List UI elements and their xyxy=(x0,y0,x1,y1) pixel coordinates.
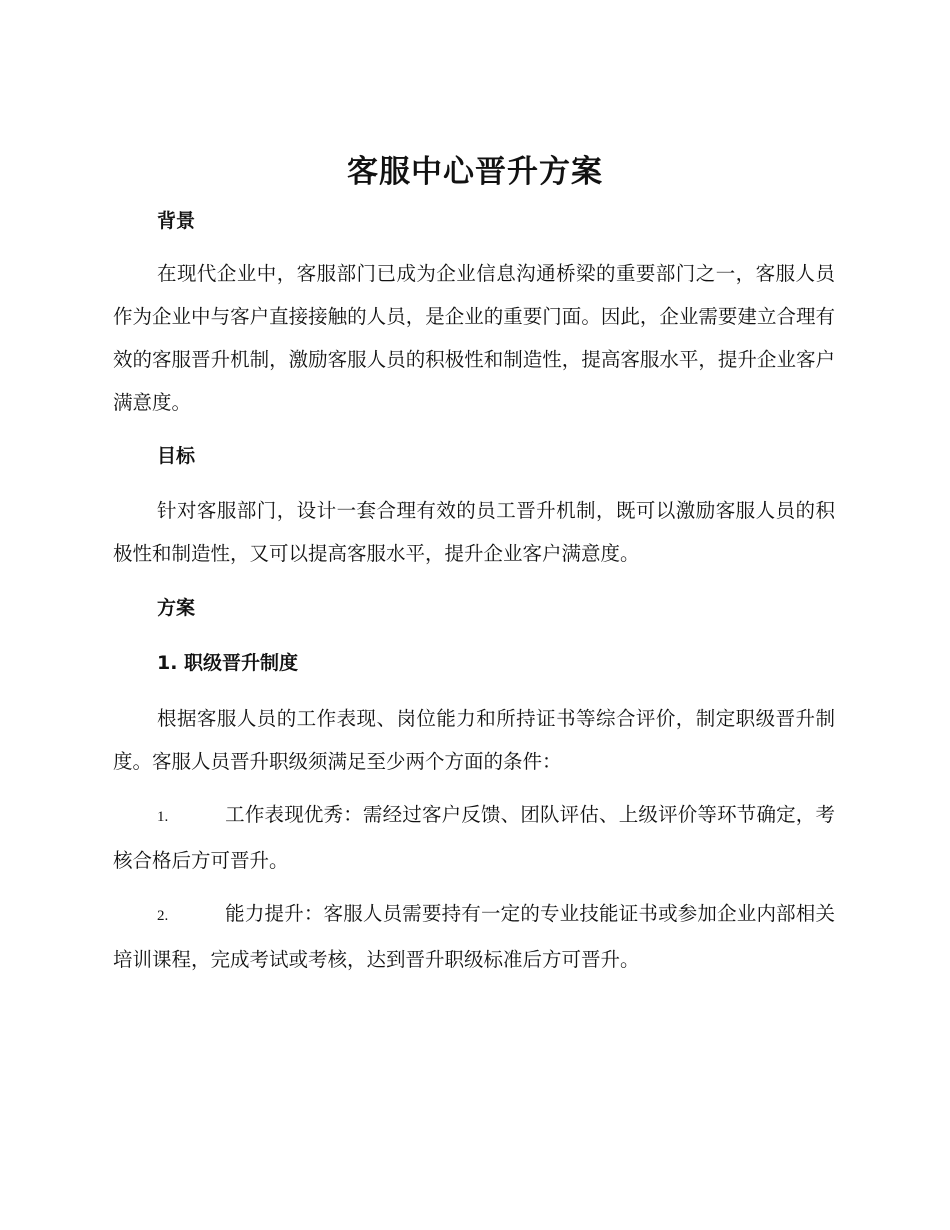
section-heading-background: 背景 xyxy=(157,210,196,232)
section-heading-goal: 目标 xyxy=(157,445,196,467)
paragraph-goal: 针对客服部门，设计一套合理有效的员工晋升机制，既可以激励客服人员的积极性和制造性，又可以提高客服水平，提升企业客户满意度。 xyxy=(113,499,835,565)
section-heading-plan: 方案 xyxy=(157,597,196,619)
list-item-number: 2. xyxy=(157,908,169,924)
paragraph-promotion-system: 根据客服人员的工作表现、岗位能力和所持证书等综合评价，制定职级晋升制度。客服人员晋升职级须满足至少两个方面的条件： xyxy=(113,707,835,773)
list-item xyxy=(113,892,835,981)
list-item xyxy=(113,793,835,882)
list-item-text: 能力提升：客服人员需要持有一定的专业技能证书或参加企业内部相关培训课程，完成考试或考核，达到晋升职级标准后方可晋升。 xyxy=(113,902,835,971)
subsection-heading-promotion-system: 1. 职级晋升制度 xyxy=(157,652,299,674)
list-item-number: 1. xyxy=(157,809,169,825)
document-title: 客服中心晋升方案 xyxy=(347,154,603,190)
list-item-text: 工作表现优秀：需经过客户反馈、团队评估、上级评价等环节确定，考核合格后方可晋升。 xyxy=(113,803,835,872)
paragraph-background: 在现代企业中，客服部门已成为企业信息沟通桥梁的重要部门之一，客服人员作为企业中与客户直接接触的人员，是企业的重要门面。因此，企业需要建立合理有效的客服晋升机制，激励客服人员的积极性和制造性，提高客服水平，提升企业客户满意度。 xyxy=(113,262,835,414)
